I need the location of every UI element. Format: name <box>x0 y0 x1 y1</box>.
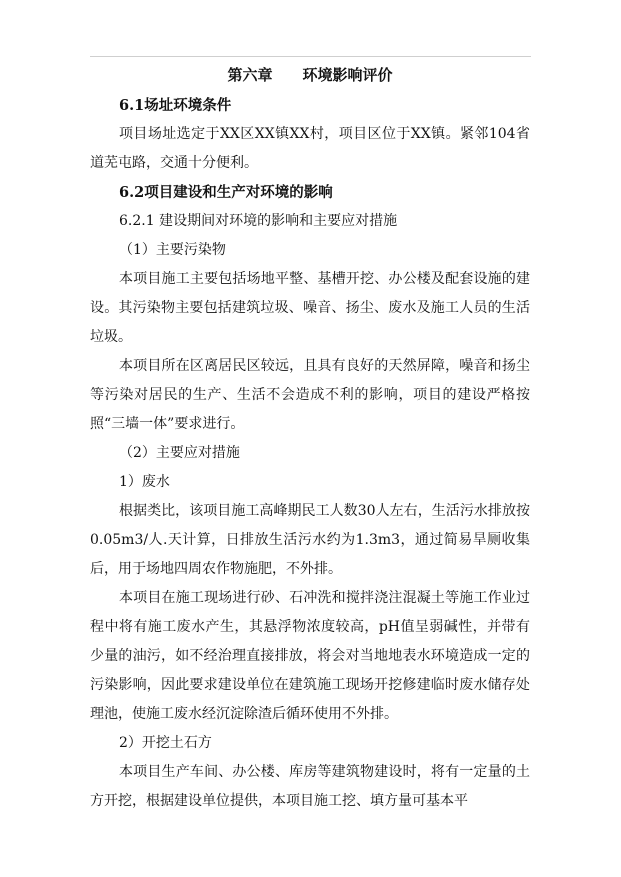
item-earthwork: 2）开挖土石方 <box>119 735 212 751</box>
section-heading-6-2: 6.2项目建设和生产对环境的影响 <box>119 184 333 201</box>
paragraph-residential-impact: 本项目所在区离居民区较远，且具有良好的天然屏障，噪音和扬尘等污染对居民的生产、生活不会造成不利的影响，项目的建设严格按照“三墙一体”要求进行。 <box>90 358 530 432</box>
document-body <box>90 59 530 816</box>
item-main-pollutants: （1）主要污染物 <box>119 242 226 258</box>
paragraph-construction-wastewater: 本项目在施工现场进行砂、石冲洗和搅拌浇注混凝土等施工作业过程中将有施工废水产生，其悬浮物浓度较高，pH值呈弱碱性，并带有少量的油污，如不经治理直接排放，将会对当地地表水环境造成一定的污染影响，因此要求建设单位在建筑施工现场开挖修建临时废水储存处理池，使施工废水经沉淀除渣后循环使用不外排。 <box>90 590 530 722</box>
paragraph-pollutants: 本项目施工主要包括场地平整、基槽开挖、办公楼及配套设施的建设。其污染物主要包括建筑垃圾、噪音、扬尘、废水及施工人员的生活垃圾。 <box>90 271 530 345</box>
item-wastewater: 1）废水 <box>119 474 170 490</box>
page-top-rule <box>90 56 531 57</box>
paragraph-site-location: 项目场址选定于XX区XX镇XX村，项目区位于XX镇。紧邻104省道芜屯路，交通十分便利。 <box>90 126 530 171</box>
section-heading-6-1: 6.1场址环境条件 <box>119 97 232 114</box>
subsection-heading-6-2-1: 6.2.1 建设期间对环境的影响和主要应对措施 <box>119 213 398 229</box>
chapter-title: 第六章 环境影响评价 <box>227 66 393 84</box>
item-countermeasures: （2）主要应对措施 <box>119 445 240 461</box>
paragraph-earthwork: 本项目生产车间、办公楼、库房等建筑物建设时，将有一定量的土方开挖，根据建设单位提供，本项目施工挖、填方量可基本平 <box>90 764 530 809</box>
paragraph-domestic-sewage: 根据类比，该项目施工高峰期民工人数30人左右，生活污水排放按0.05m3/人.天计算，日排放生活污水约为1.3m3，通过简易旱厕收集后，用于场地四周农作物施肥，不外排。 <box>90 503 530 577</box>
